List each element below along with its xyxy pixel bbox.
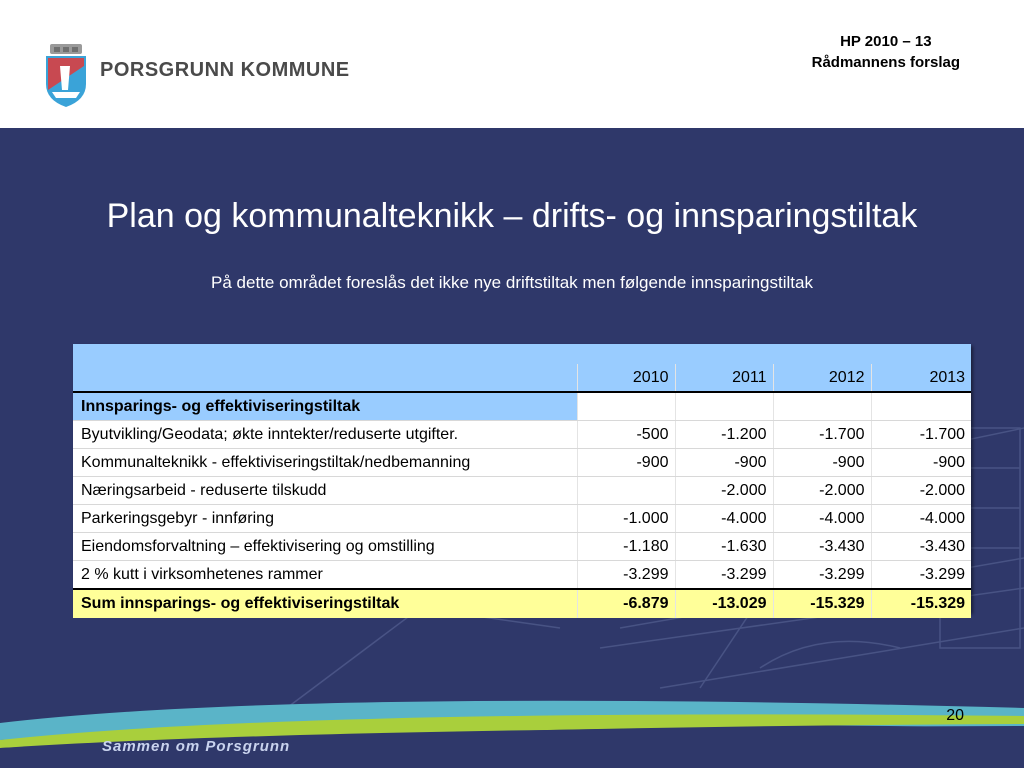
row-value: -1.630 [675, 533, 773, 561]
year-header-row [73, 364, 971, 392]
year-header: 2012 [773, 364, 871, 392]
row-label: 2 % kutt i virksomhetenes rammer [73, 561, 577, 590]
table-row [73, 533, 971, 561]
year-header: 2011 [675, 364, 773, 392]
year-header: 2010 [577, 364, 675, 392]
row-value: -900 [773, 449, 871, 477]
row-label: Byutvikling/Geodata; økte inntekter/reduserte utgifter. [73, 421, 577, 449]
row-value: -3.299 [577, 561, 675, 590]
header-band [0, 0, 1024, 128]
row-value: -3.299 [675, 561, 773, 590]
hp-line-1: HP 2010 – 13 [840, 33, 932, 50]
sum-value: -15.329 [773, 589, 871, 618]
row-value: -4.000 [773, 505, 871, 533]
sum-value: -6.879 [577, 589, 675, 618]
row-label: Parkeringsgebyr - innføring [73, 505, 577, 533]
sum-label: Sum innsparings- og effektiviseringstiltak [73, 589, 577, 618]
row-value: -3.430 [773, 533, 871, 561]
row-value: -2.000 [871, 477, 971, 505]
row-value: -4.000 [871, 505, 971, 533]
sum-value: -13.029 [675, 589, 773, 618]
slide-subtitle: På dette området foreslås det ikke nye driftstiltak men følgende innsparingstiltak [211, 273, 813, 292]
plan-period-label [812, 31, 960, 73]
row-value: -1.700 [871, 421, 971, 449]
table-header-band [73, 344, 971, 364]
section-label: Innsparings- og effektiviseringstiltak [73, 392, 577, 421]
table-row [73, 421, 971, 449]
row-value: -3.299 [871, 561, 971, 590]
table-row [73, 449, 971, 477]
row-value [577, 477, 675, 505]
row-value: -3.430 [871, 533, 971, 561]
row-value: -1.000 [577, 505, 675, 533]
row-value: -900 [871, 449, 971, 477]
row-value: -2.000 [773, 477, 871, 505]
sum-row [73, 589, 971, 618]
sum-value: -15.329 [871, 589, 971, 618]
coat-of-arms-icon [40, 44, 92, 108]
municipality-logo-text: PORSGRUNN KOMMUNE [100, 59, 350, 81]
row-value: -2.000 [675, 477, 773, 505]
row-label: Næringsarbeid - reduserte tilskudd [73, 477, 577, 505]
row-value: -1.180 [577, 533, 675, 561]
row-value: -3.299 [773, 561, 871, 590]
savings-table [73, 344, 971, 612]
row-label: Kommunalteknikk - effektiviseringstiltak/nedbemanning [73, 449, 577, 477]
year-header: 2013 [871, 364, 971, 392]
table-row [73, 561, 971, 590]
slide-title: Plan og kommunalteknikk – drifts- og innsparingstiltak [106, 197, 918, 235]
page-number: 20 [946, 707, 964, 724]
footer-slogan: Sammen om Porsgrunn [102, 738, 291, 755]
row-label: Eiendomsforvaltning – effektivisering og omstilling [73, 533, 577, 561]
hp-line-2: Rådmannens forslag [811, 54, 960, 71]
row-value: -900 [577, 449, 675, 477]
row-value: -1.700 [773, 421, 871, 449]
section-header-row [73, 392, 971, 421]
row-value: -1.200 [675, 421, 773, 449]
row-value: -4.000 [675, 505, 773, 533]
row-value: -500 [577, 421, 675, 449]
table-row [73, 505, 971, 533]
table-row [73, 477, 971, 505]
row-value: -900 [675, 449, 773, 477]
